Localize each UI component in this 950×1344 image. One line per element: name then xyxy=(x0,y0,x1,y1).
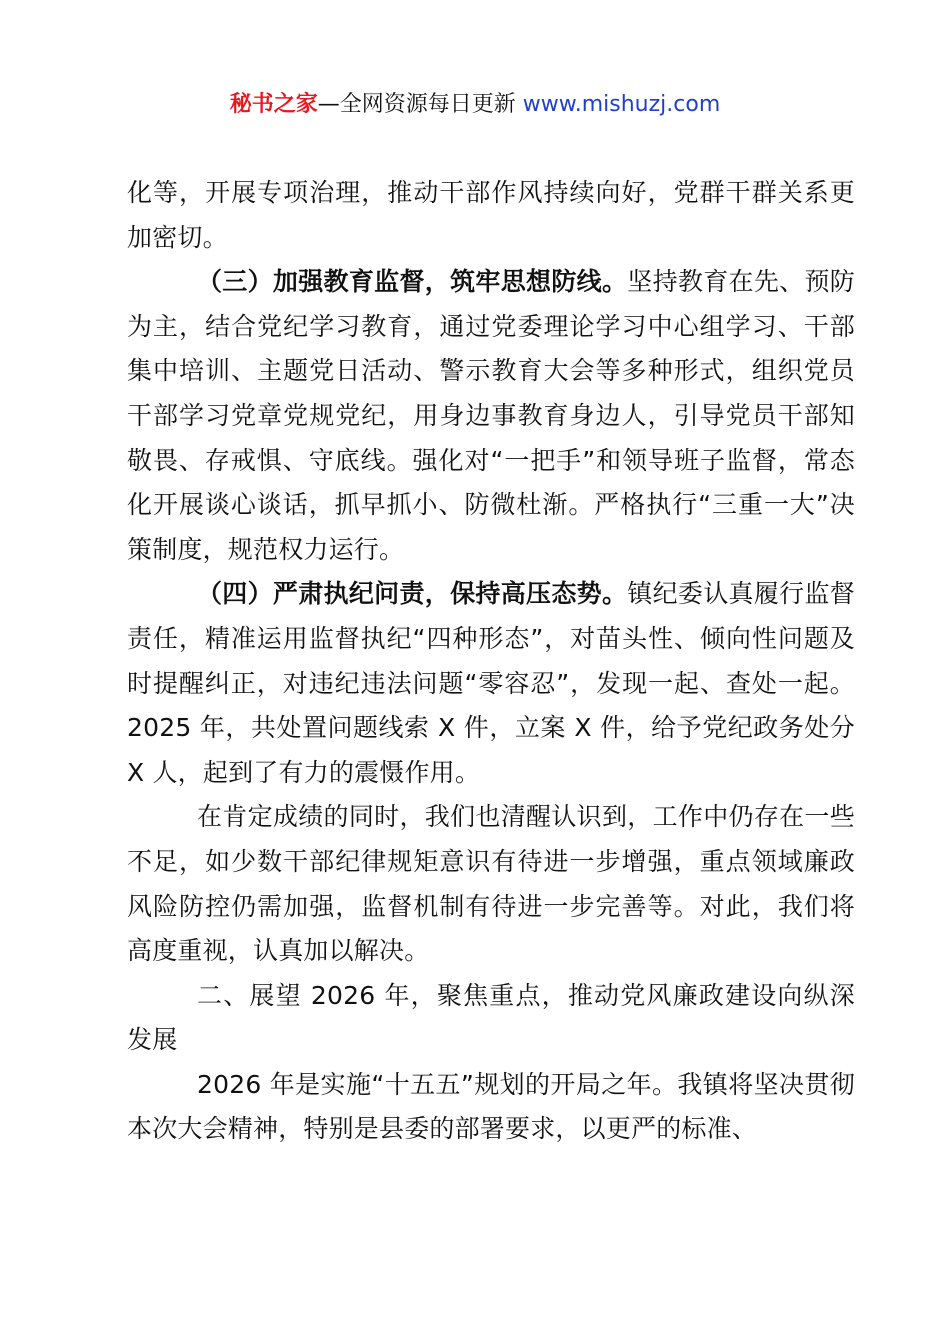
site-url: www.mishuzj.com xyxy=(522,92,721,117)
paragraph-6: 2026 年是实施“十五五”规划的开局之年。我镇将坚决贯彻本次大会精神，特别是县委的部署要求，以更严的标准、 xyxy=(127,1069,855,1144)
paragraph-3-body: 镇纪委认真履行监督责任，精准运用监督执纪“四种形态”，对苗头性、倾向性问题及时提醒纠正，对违纪违法问题“零容忍”，发现一起、查处一起。2025 年，共处置问题线索 X 件，立案 X 件，给予党纪政务处分 X 人，起到了有力的震慑作用。 xyxy=(127,579,855,787)
section-heading-3: （三）加强教育监督，筑牢思想防线。 xyxy=(197,267,628,297)
brand-name: 秘书之家 xyxy=(229,92,318,117)
paragraph-3 xyxy=(127,572,855,795)
paragraph-2 xyxy=(127,260,855,572)
site-header xyxy=(0,88,950,122)
paragraph-2-body: 坚持教育在先、预防为主，结合党纪学习教育，通过党委理论学习中心组学习、干部集中培训、主题党日活动、警示教育大会等多种形式，组织党员干部学习党章党规党纪，用身边事教育身边人，引导党员干部知敬畏、存戒惧、守底线。强化对“一把手”和领导班子监督，常态化开展谈心谈话，抓早抓小、防微杜渐。严格执行“三重一大”决策制度，规范权力运行。 xyxy=(127,267,855,564)
section-heading-4: （四）严肃执纪问责，保持高压态势。 xyxy=(197,579,628,609)
paragraph-1: 化等，开展专项治理，推动干部作风持续向好，党群干群关系更加密切。 xyxy=(127,178,855,252)
document-body xyxy=(127,171,855,1152)
paragraph-4: 在肯定成绩的同时，我们也清醒认识到，工作中仍存在一些不足，如少数干部纪律规矩意识有待进一步增强，重点领域廉政风险防控仍需加强，监督机制有待进一步完善等。对此，我们将高度重视，认真加以解决。 xyxy=(127,802,855,966)
section-title-2: 二、展望 2026 年，聚焦重点，推动党风廉政建设向纵深发展 xyxy=(127,980,855,1055)
header-tagline: —全网资源每日更新 xyxy=(317,92,516,117)
